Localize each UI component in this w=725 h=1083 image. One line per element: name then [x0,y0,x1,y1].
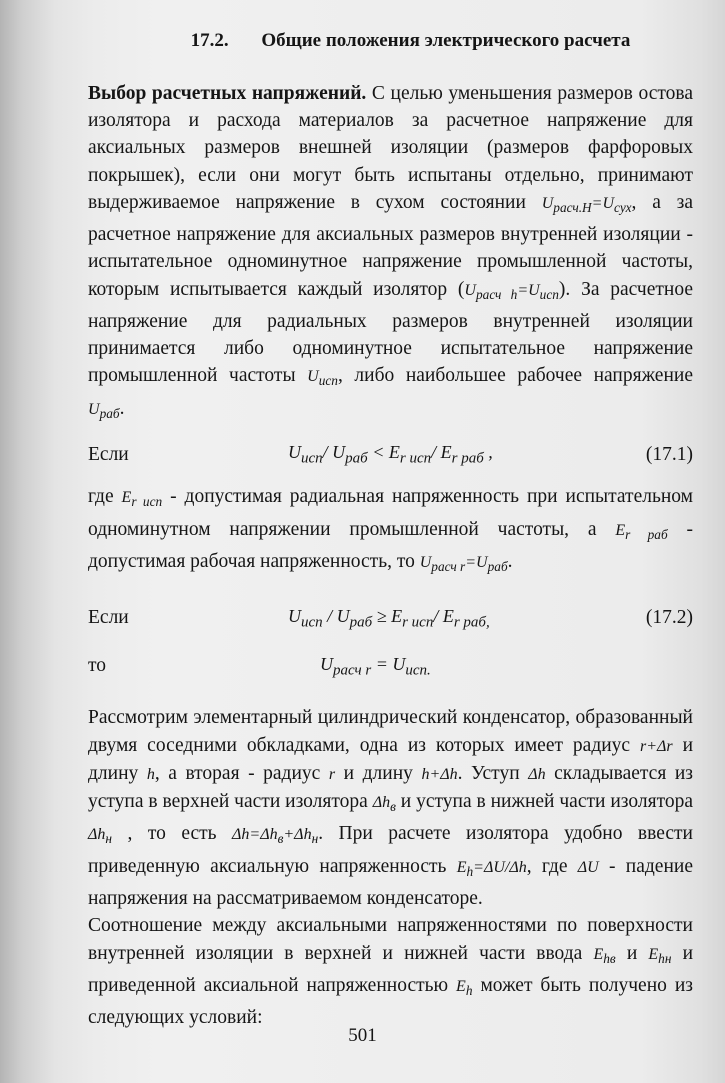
math-var: $U_{раб}$ [88,400,120,421]
text: ). За расчетное напряжение для радиальных размеров внутренней изоляции принимается либо одноминутное испытательное напряжение промышленной частоты [88,278,693,387]
section-title: Общие положения электрического расчета [261,30,631,51]
equation-expression: $U_{расч r} = U_{исп.}$ [320,653,431,679]
equation-17-2 [88,604,693,632]
math-var: $U_{исп}$ [307,368,338,389]
math-var: $U_{расч.Н}=U_{сух}$ [541,194,632,215]
equation-expression: $U_{исп}/$ $U_{раб} < E_{r исп}/$ $E_{r раб}$ , [288,442,493,467]
equation-17-1 [88,441,693,469]
section-number: 17.2. [190,30,229,51]
equation-lead-word: то [88,655,107,677]
paragraph-relation: Соотношение между аксиальными напряженностями по поверхности внутренней изоляции в верхней и нижней части ввода $E_{hв}$ и $E_{hн}$ и приведенной аксиальной напряженностью $E_h$ может быть получено из следующих условий: [88,915,693,1029]
equation-lead-word: Если [88,607,129,629]
paragraph-lead: Выбор расчетных напряжений. [88,83,367,104]
equation-number: (17.1) [645,444,693,466]
paragraph-capacitor: Рассмотрим элементарный цилиндрический конденсатор, образованный двумя соседними обкладками, одна из которых имеет радиус r+Δr и длину h, а вторая - радиус r и длину h+Δh. Уступ Δh складывается из уступа в верхней части изолятора $\Delta h_в$ и уступа в нижней части изолятора $\Delta h_н$ , то есть $\Delta h=\Delta h_в+\Delta h_н$. При расчете изолятора удобно ввести приведенную аксиальную напряженность $E_h=\Delta U/\Delta h$, где ΔU - падение напряжения на рассматриваемом конденсаторе. [88,707,694,910]
equation-expression: $U_{исп} / U_{раб} \ge E_{r исп}/$ $E_{r раб,}$ [288,605,490,631]
math-var: $U_{расч h}=U_{исп}$ [464,281,559,302]
page-number: 501 [348,1025,377,1046]
section-heading [88,30,693,52]
text: С целью уменьшения размеров остова изолятора и расхода материалов за расчетное напряжение для аксиальных размеров внешней изоляции (размеров фарфоровых покрышек), если они могут быть испытаны отдельно, принимают выдерживаемое напряжение в сухом состоянии [88,83,693,213]
text: , либо наибольшее рабочее напряжение [337,365,693,387]
equation-then [88,652,693,680]
text: , а за расчетное напряжение для аксиальных размеров внутренней изоляции - испытательное одноминутное напряжение промышленной частоты, которым испытывается каждый изолятор ( [88,191,694,300]
paragraph-where: где $E_{r исп}$ - допустимая радиальная напряженность при испытательном одноминутном напряжении промышленной частоты, а $E_{r раб}$ - допустимая рабочая напряженность, то $U_{расч r}=U_{раб}$. [88,486,693,575]
text: . [119,397,125,419]
equation-number: (17.2) [645,607,693,629]
paragraph-calc-voltages [88,80,693,427]
equation-lead-word: Если [88,444,129,466]
